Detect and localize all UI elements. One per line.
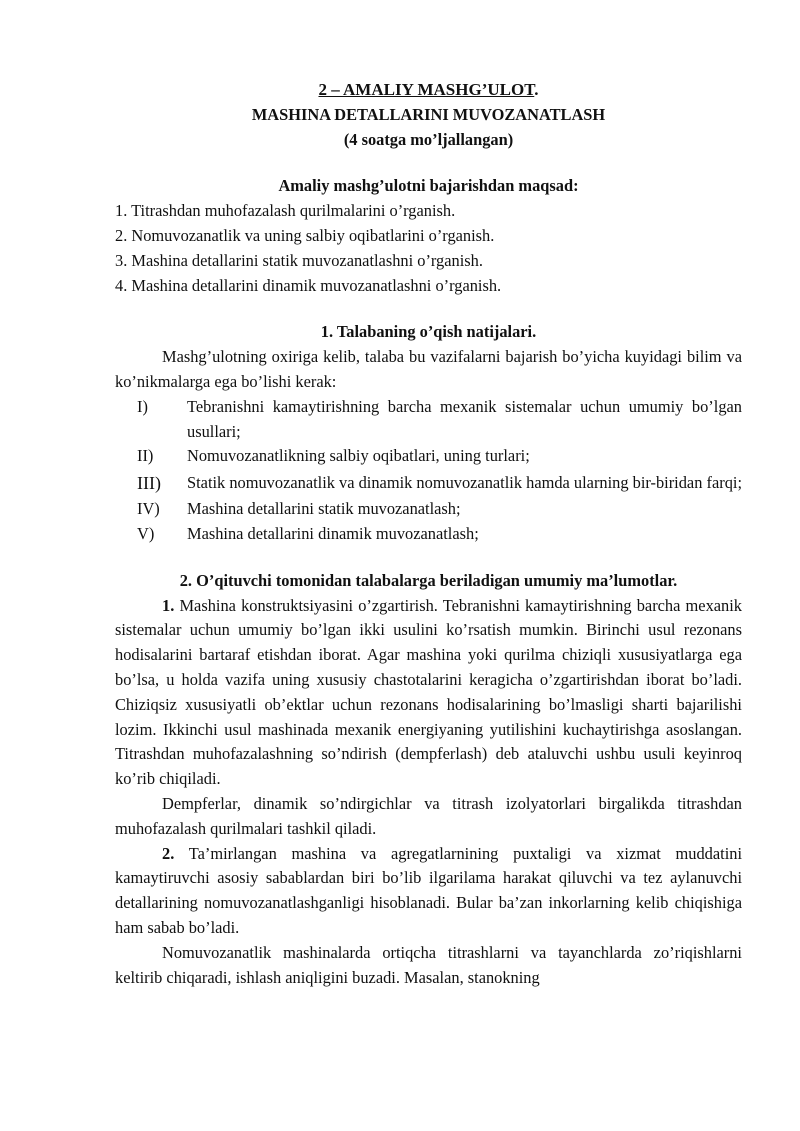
document-page — [115, 78, 742, 990]
hours-note: (4 soatga mo’ljallangan) — [343, 129, 514, 149]
result-text: Mashina detallarini statik muvozanatlash; — [187, 499, 461, 519]
result-item — [115, 395, 742, 445]
result-number: I) — [137, 396, 148, 416]
paragraph-1 — [115, 594, 742, 792]
result-text: Mashina detallarini dinamik muvozanatlash; — [187, 523, 479, 543]
paragraph-4: Nomuvozanatlik mashinalarda ortiqcha titrashlarni va tayanchlarda zo’riqishlarni keltirib chiqaradi, ishlash aniqligini buzadi. Masalan, stanokning — [115, 942, 742, 987]
spacer — [115, 152, 742, 174]
result-text: Tebranishni kamaytirishning barcha mexanik sistemalar uchun umumiy bo’lgan usullari; — [187, 396, 742, 441]
practical-number: 2 – AMALIY MASHG’ULOT — [318, 80, 535, 99]
result-number: III) — [137, 473, 161, 494]
goal-item: 2. Nomuvozanatlik va uning salbiy oqibatlarini o’rganish. — [115, 225, 495, 245]
results-intro: Mashg’ulotning oxiriga kelib, talaba bu vazifalarni bajarish bo’yicha kuyidagi bilim va ko’nikmalarga ega bo’lishi kerak: — [115, 347, 742, 391]
title-dot: . — [534, 80, 539, 99]
result-item — [115, 497, 742, 522]
result-number: V) — [137, 523, 155, 543]
result-text: Nomuvozanatlikning salbiy oqibatlari, uning turlari; — [187, 446, 530, 466]
topic-title: MASHINA DETALLARINI MUVOZANATLASH — [251, 104, 606, 124]
goal-item: 1. Titrashdan muhofazalash qurilmalarini o’rganish. — [115, 201, 456, 221]
result-number: IV) — [137, 499, 160, 519]
result-item — [115, 444, 742, 469]
result-item — [115, 469, 742, 497]
result-number: II) — [137, 446, 154, 466]
paragraph-2: Dempferlar, dinamik so’ndirgichlar va titrash izolyatorlari birgalikda titrashdan muhofazalash qurilmalari tashkil qiladi. — [115, 793, 742, 838]
paragraph-text: Mashina konstruktsiyasini o’zgartirish. Tebranishni kamaytirishning barcha mexanik sistemalar uchun umumiy bo’lgan ikki usulini ko’rsatish mumkin. Birinchi usul rezonans hodisalarini bartaraf etishdan iborat. Agar mashina yoki qurilma chiziqli xususiyatlarga ega bo’lsa, u holda vazifa uning xususiy chastotalarini keragicha o’zgartirishdan iborat bo’ladi. Chiziqsiz xususiyatli ob’ektlar uchun rezonans hodisalarining bo’lmasligi sharti bajarilishi lozim. Ikkinchi usul mashinada mexanik energiyaning yutilishini kuchaytirishga asoslangan. Titrashdan muhofazalashning so’ndirish (dempferlash) deb ataluvchi ushbu usuli keyinroq ko’rib chiqiladi. — [115, 595, 742, 789]
paragraph-3 — [115, 842, 742, 941]
results-heading: 1. Talabaning o’qish natijalari. — [320, 322, 537, 342]
goal-item: 4. Mashina detallarini dinamik muvozanatlashni o’rganish. — [115, 275, 502, 295]
result-item — [115, 522, 742, 547]
spacer — [115, 547, 742, 569]
spacer — [115, 298, 742, 320]
result-text: Statik nomuvozanatlik va dinamik nomuvozanatlik hamda ularning bir-biridan farqi; — [187, 473, 742, 493]
paragraph-number: 2. — [162, 843, 175, 863]
goal-item: 3. Mashina detallarini statik muvozanatlashni o’rganish. — [115, 250, 483, 270]
goal-heading: Amaliy mashg’ulotni bajarishdan maqsad: — [278, 176, 579, 196]
info-heading: 2. O’qituvchi tomonidan talabalarga beriladigan umumiy ma’lumotlar. — [179, 570, 678, 590]
practical-title — [115, 78, 742, 103]
paragraph-number: 1. — [162, 595, 175, 615]
paragraph-text: Ta’mirlangan mashina va agregatlarnining puxtaligi va xizmat muddatini kamaytiruvchi asosiy sabablardan biri bo’lib ilgarilama harakat qiluvchi va tez aylanuvchi detallarining nomuvozanatlashganligi hisoblanadi. Bular ba’zan inkorlarning kelib chiqishiga ham sabab bo’ladi. — [115, 843, 742, 937]
